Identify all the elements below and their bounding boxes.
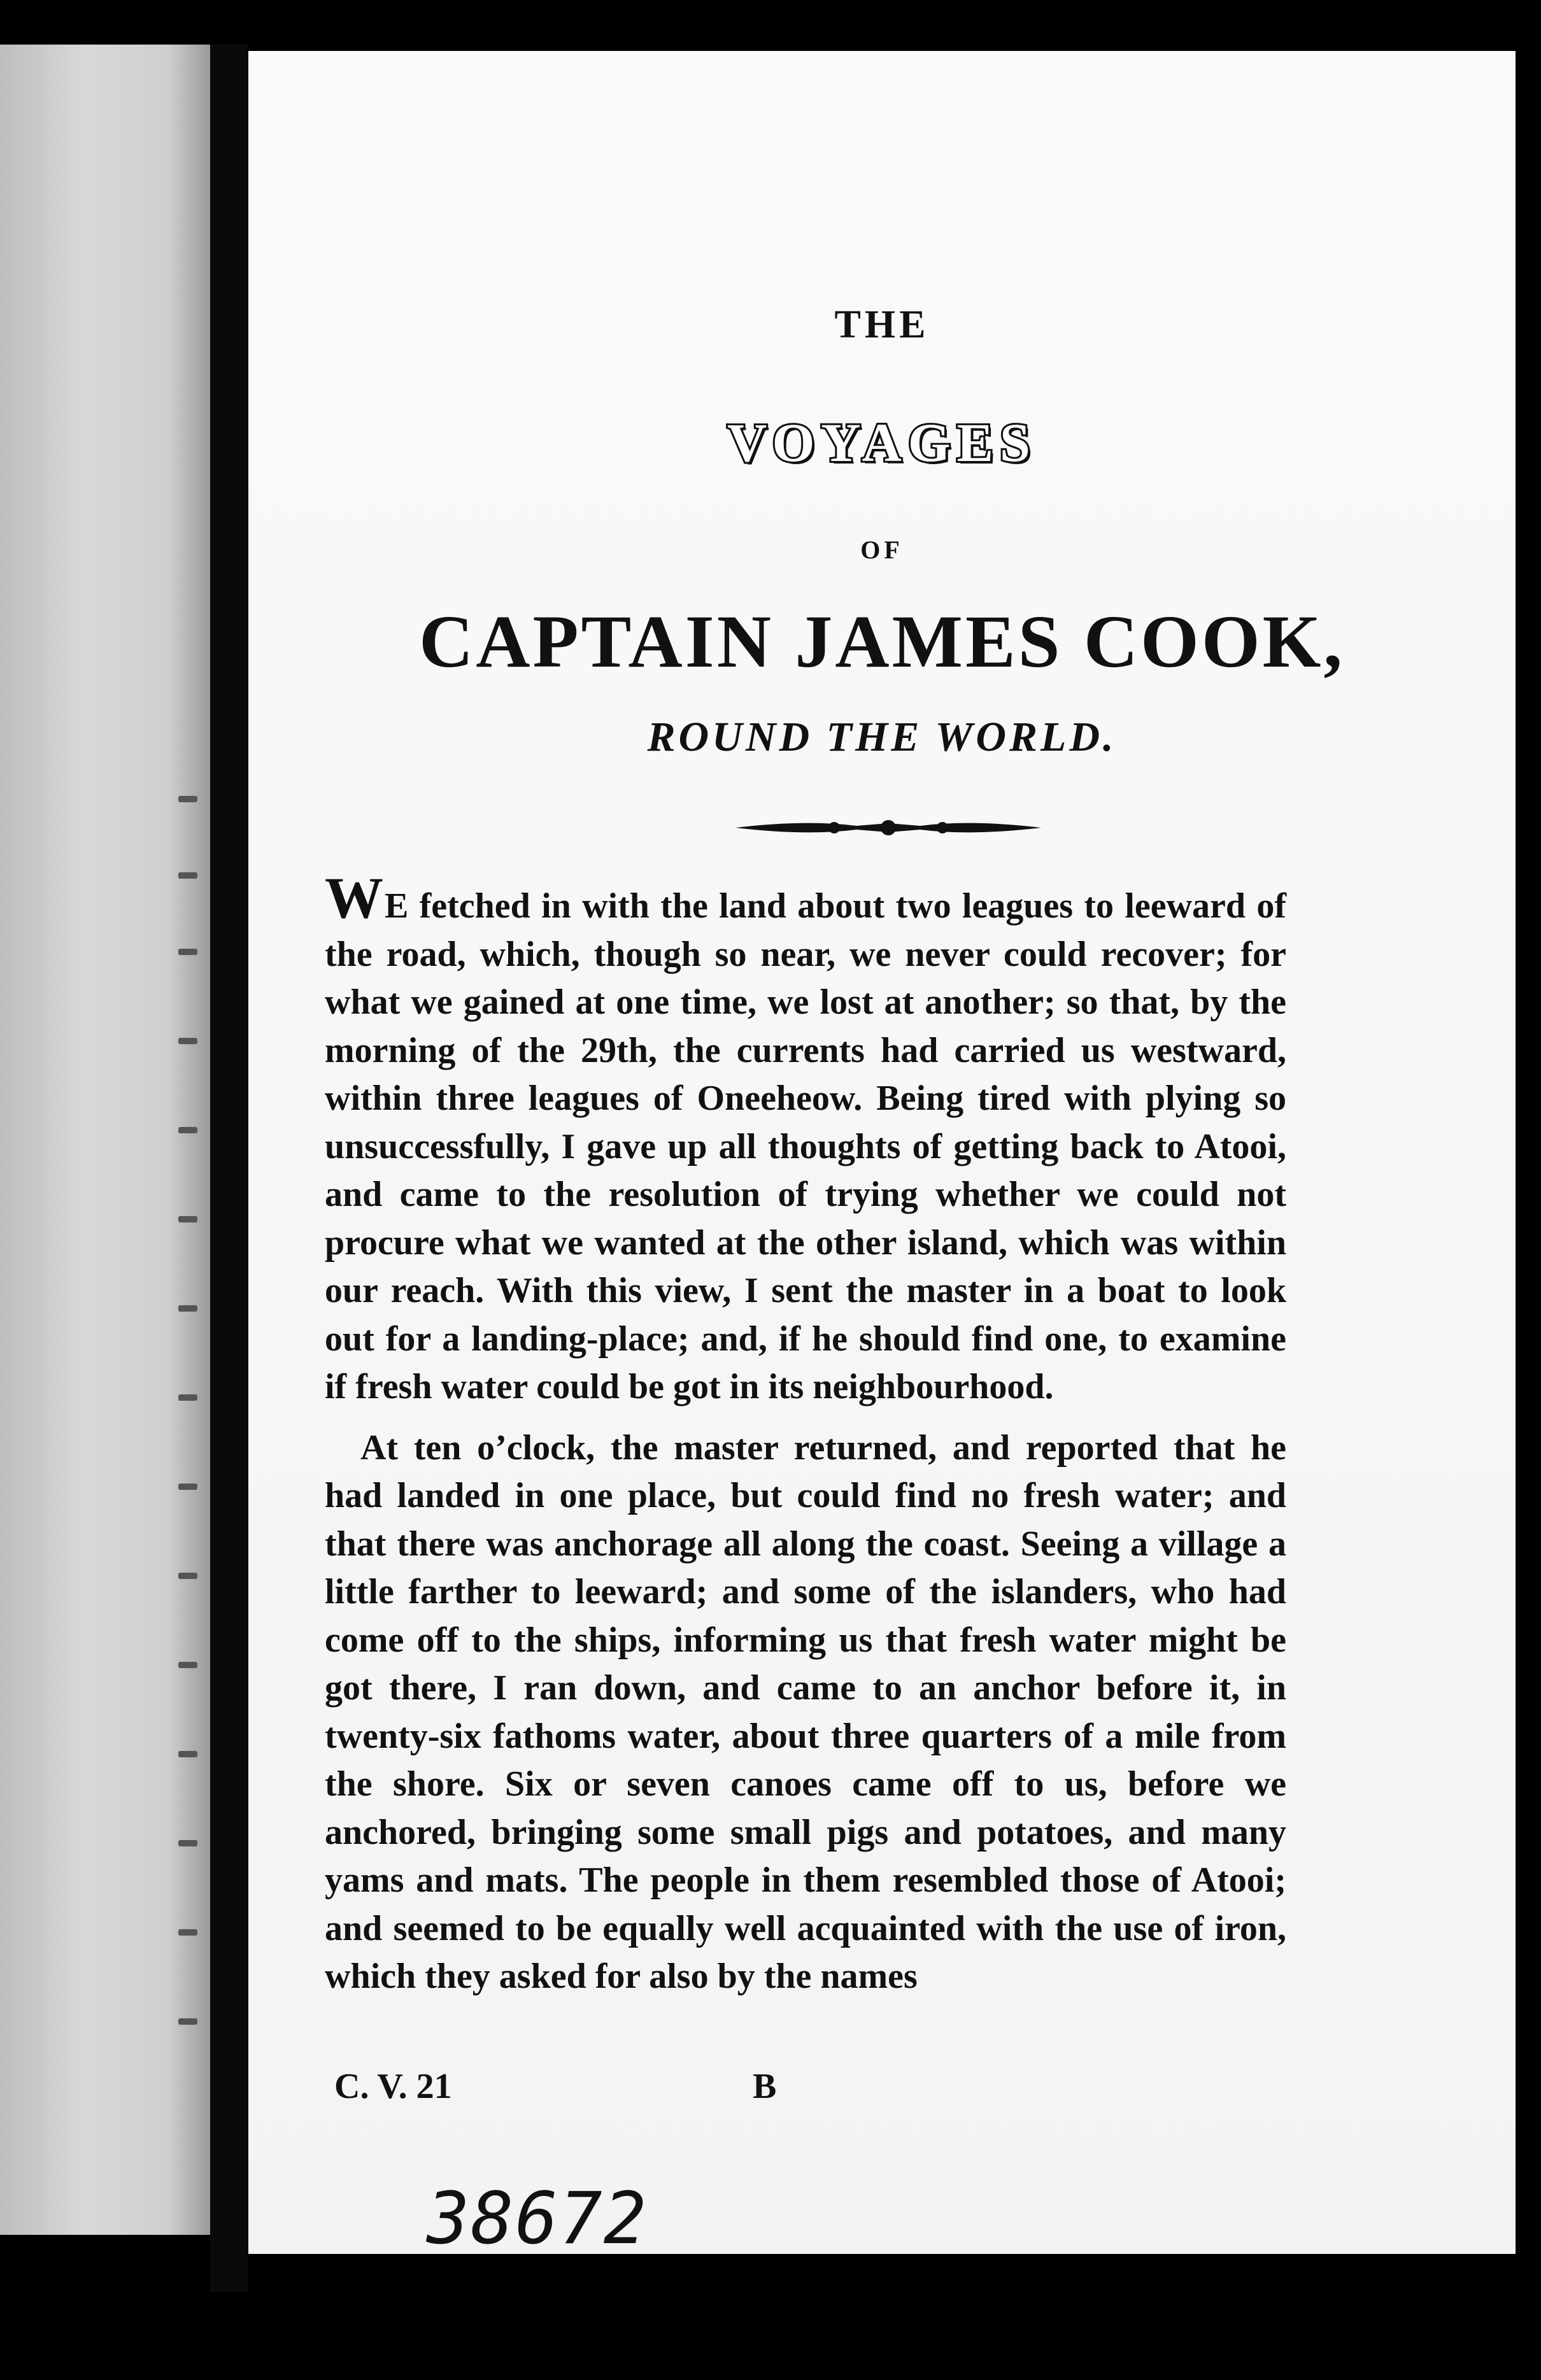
title-captain-james-cook: CAPTAIN JAMES COOK, — [419, 600, 1345, 683]
accession-number-stamp: 38672 — [427, 2178, 648, 2260]
drop-cap: W — [325, 865, 385, 930]
paragraph-2: At ten o’clock, the master returned, and reported that he had landed in one place, but could find no fresh water; and that there was anchorage all along the coast. Seeing a village a little farther to leeward; and some of the islanders, who had come off to the ships, informing us that fresh water might be got there, I ran down, and came to an anchor before it, in twenty-six fathoms water, about three quarters of a mile from the shore. Six or seven canoes came off to us, before we anchored, bringing some small pigs and potatoes, and many yams and mats. The people in them resembled those of Atooi; and seemed to be equally well acquainted with the use of iron, which they asked for also by the names — [325, 1427, 1286, 1996]
title-page — [248, 51, 1516, 2260]
title-round-the-world: ROUND THE WORLD. — [647, 714, 1117, 760]
signature-letter: B — [753, 2067, 777, 2106]
body-text — [325, 865, 1286, 2014]
page-edge-shadow — [1516, 45, 1541, 2380]
title-of: OF — [860, 535, 904, 564]
binding-gutter — [210, 45, 248, 2292]
signature-volume-mark: C. V. 21 — [334, 2067, 452, 2106]
paragraph-1 — [325, 865, 1286, 1412]
title-the: THE — [834, 303, 930, 346]
facing-page-edge — [0, 45, 210, 2235]
paragraph-1-text: E fetched in with the land about two leagues to leeward of the road, which, though so near, we never could recover; for what we gained at one time, we lost at another; so that, by the morning of the 29th, the currents had carried us westward, within three leagues of Oneeheow. Being tired with plying so unsuccessfully, I gave up all thoughts of getting back to Atooi, and came to the resolution of trying whether we could not procure what we wanted at the other island, which was within our reach. With this view, I sent the master in a boat to look out for a landing-place; and, if he should find one, to examine if fresh water could be got in its neighbourhood. — [325, 886, 1286, 1406]
ornament-divider-icon — [729, 812, 1047, 844]
title-voyages: VOYAGES — [727, 412, 1037, 473]
